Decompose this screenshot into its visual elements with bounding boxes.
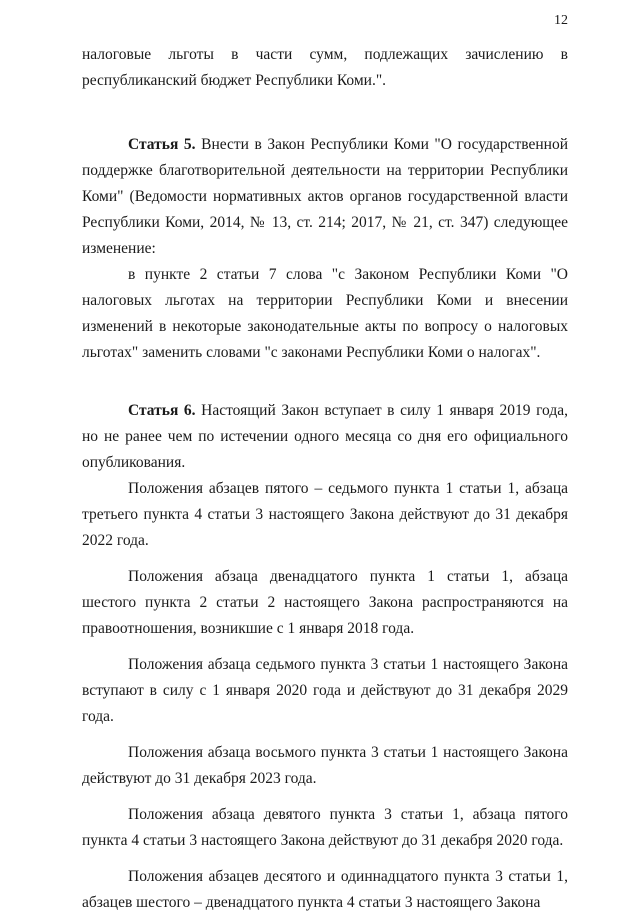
article-6-paragraph-4 bbox=[82, 740, 568, 792]
page-number: 12 bbox=[554, 13, 568, 28]
article-6 bbox=[82, 398, 568, 476]
paragraph-text: Положения абзаца девятого пункта 3 статьи 1, абзаца пятого пункта 4 статьи 3 настоящего Закона действуют до 31 декабря 2020 года. bbox=[82, 806, 568, 849]
paragraph-text: Положения абзаца двенадцатого пункта 1 статьи 1, абзаца шестого пункта 2 статьи 2 настоящего Закона распространяются на правоотношения, возникшие с 1 января 2018 года. bbox=[82, 568, 568, 637]
article-5-amendment bbox=[82, 262, 568, 366]
spacer bbox=[82, 94, 568, 132]
article-6-paragraph-5 bbox=[82, 802, 568, 854]
paragraph-text: Положения абзацев десятого и одиннадцатого пункта 3 статьи 1, абзацев шестого – двенадцатого пункта 4 статьи 3 настоящего Закона bbox=[82, 868, 568, 911]
article-6-paragraph-1 bbox=[82, 476, 568, 554]
article-5-title: Статья 5. bbox=[128, 136, 196, 153]
paragraph-text: Положения абзацев пятого – седьмого пункта 1 статьи 1, абзаца третьего пункта 4 статьи 3 настоящего Закона действуют до 31 декабря 2022 года. bbox=[82, 480, 568, 549]
article-6-paragraph-3 bbox=[82, 652, 568, 730]
article-6-paragraph-2 bbox=[82, 564, 568, 642]
paragraph-text: налоговые льготы в части сумм, подлежащих зачислению в республиканский бюджет Республики Коми.". bbox=[82, 46, 568, 89]
paragraph-text: в пункте 2 статьи 7 слова "с Законом Республики Коми "О налоговых льготах на территории Республики Коми и внесении изменений в некоторые законодательные акты по вопросу о налоговых льготах" заменить словами "с законами Республики Коми о налогах". bbox=[82, 266, 568, 361]
article-6-title: Статья 6. bbox=[128, 402, 196, 419]
article-5-text: Внести в Закон Республики Коми "О государственной поддержке благотворительной деятельности на территории Республики Коми" (Ведомости нормативных актов органов государственной власти Республики Коми, 2014, № 13, ст. 214; 2017, № 21, ст. 347) следующее изменение: bbox=[82, 136, 568, 257]
paragraph-text: Положения абзаца восьмого пункта 3 статьи 1 настоящего Закона действуют до 31 декабря 2023 года. bbox=[82, 744, 568, 787]
document-body bbox=[82, 42, 568, 916]
paragraph-continuation bbox=[82, 42, 568, 94]
article-5 bbox=[82, 132, 568, 262]
article-6-text: Настоящий Закон вступает в силу 1 января 2019 года, но не ранее чем по истечении одного месяца со дня его официального опубликования. bbox=[82, 402, 568, 471]
article-6-paragraph-6 bbox=[82, 864, 568, 916]
spacer bbox=[82, 366, 568, 398]
paragraph-text: Положения абзаца седьмого пункта 3 статьи 1 настоящего Закона вступают в силу с 1 января 2020 года и действуют до 31 декабря 2029 года. bbox=[82, 656, 568, 725]
